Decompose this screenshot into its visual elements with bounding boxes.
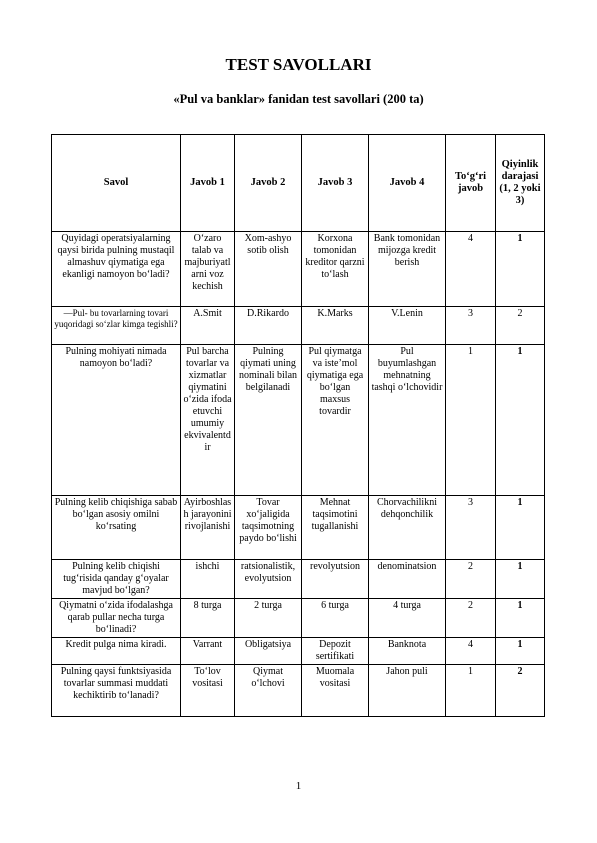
answer-4-cell: 4 turga: [369, 599, 446, 638]
question-cell: Kredit pulga nima kiradi.: [52, 638, 181, 665]
table-row: [52, 599, 545, 638]
answer-1-cell: To‘lov vositasi: [181, 665, 235, 717]
answer-1-cell: Ayirboshlash jarayonini rivojlanishi: [181, 496, 235, 560]
document-subtitle: «Pul va banklar» fanidan test savollari (200 ta): [173, 92, 424, 106]
table-row: [52, 307, 545, 345]
answer-2-cell: ratsionalistik, evolyutsion: [235, 560, 302, 599]
question-cell: Qiymatni o‘zida ifodalashga qarab pullar necha turga bo‘linadi?: [52, 599, 181, 638]
answer-1-cell: O‘zaro talab va majburiyatlarni voz kechish: [181, 232, 235, 307]
correct-answer-cell: 2: [446, 599, 496, 638]
answer-2-cell: Pulning qiymati uning nominali bilan belgilanadi: [235, 345, 302, 496]
answer-4-cell: Bank tomonidan mijozga kredit berish: [369, 232, 446, 307]
question-cell: Pulning qaysi funktsiyasida tovarlar summasi muddati kechiktirib to‘lanadi?: [52, 665, 181, 717]
table-row: [52, 345, 545, 496]
difficulty-cell: 1: [496, 638, 545, 665]
answer-2-cell: 2 turga: [235, 599, 302, 638]
answer-2-cell: Obligatsiya: [235, 638, 302, 665]
table-row: [52, 665, 545, 717]
answer-1-cell: 8 turga: [181, 599, 235, 638]
correct-answer-cell: 3: [446, 307, 496, 345]
answer-4-cell: denominatsion: [369, 560, 446, 599]
answer-3-cell: Mehnat taqsimotini tugallanishi: [302, 496, 369, 560]
answer-3-cell: K.Marks: [302, 307, 369, 345]
answer-1-cell: Varrant: [181, 638, 235, 665]
answer-3-cell: 6 turga: [302, 599, 369, 638]
answer-1-cell: ishchi: [181, 560, 235, 599]
correct-answer-cell: 3: [446, 496, 496, 560]
answer-4-cell: V.Lenin: [369, 307, 446, 345]
answer-3-cell: revolyutsion: [302, 560, 369, 599]
header-javob-4: Javob 4: [369, 135, 446, 232]
difficulty-cell: 1: [496, 232, 545, 307]
header-difficulty: Qiyinlik darajasi (1, 2 yoki 3): [496, 135, 545, 232]
difficulty-cell: 1: [496, 496, 545, 560]
answer-2-cell: Xom-ashyo sotib olish: [235, 232, 302, 307]
table-header-row: [52, 135, 545, 232]
header-javob-3: Javob 3: [302, 135, 369, 232]
difficulty-cell: 1: [496, 345, 545, 496]
difficulty-cell: 2: [496, 665, 545, 717]
questions-table: [51, 134, 545, 717]
table-row: [52, 232, 545, 307]
answer-3-cell: Pul qiymatga va iste’mol qiymatiga ega bo‘lgan maxsus tovardir: [302, 345, 369, 496]
table-row: [52, 638, 545, 665]
difficulty-cell: 1: [496, 599, 545, 638]
correct-answer-cell: 4: [446, 638, 496, 665]
answer-4-cell: Jahon puli: [369, 665, 446, 717]
question-cell: Pulning kelib chiqishi tug‘risida qanday g‘oyalar mavjud bo‘lgan?: [52, 560, 181, 599]
table-row: [52, 496, 545, 560]
answer-1-cell: A.Smit: [181, 307, 235, 345]
answer-4-cell: Banknota: [369, 638, 446, 665]
correct-answer-cell: 1: [446, 345, 496, 496]
header-correct-answer: To‘g‘ri javob: [446, 135, 496, 232]
question-cell: Pulning kelib chiqishiga sabab bo‘lgan asosiy omilni ko‘rsating: [52, 496, 181, 560]
answer-2-cell: D.Rikardo: [235, 307, 302, 345]
answer-4-cell: Chorvachilikni dehqonchilik: [369, 496, 446, 560]
difficulty-cell: 2: [496, 307, 545, 345]
page-number: 1: [295, 780, 302, 792]
answer-2-cell: Tovar xo‘jaligida taqsimotning paydo bo‘lishi: [235, 496, 302, 560]
header-savol: Savol: [52, 135, 181, 232]
document-title: TEST SAVOLLARI: [225, 55, 372, 74]
correct-answer-cell: 1: [446, 665, 496, 717]
answer-3-cell: Muomala vositasi: [302, 665, 369, 717]
table-row: [52, 560, 545, 599]
question-cell: Pulning mohiyati nimada namoyon bo‘ladi?: [52, 345, 181, 496]
header-javob-1: Javob 1: [181, 135, 235, 232]
answer-2-cell: Qiymat o‘lchovi: [235, 665, 302, 717]
difficulty-cell: 1: [496, 560, 545, 599]
question-cell: —Pul- bu tovarlarning tovari yuqoridagi so‘zlar kimga tegishli?: [52, 307, 181, 345]
question-cell: Quyidagi operatsiyalarning qaysi birida pulning mustaqil almashuv qiymatiga ega ekanligi namoyon bo‘ladi?: [52, 232, 181, 307]
correct-answer-cell: 2: [446, 560, 496, 599]
answer-4-cell: Pul buyumlashgan mehnatning tashqi o‘lchovidir: [369, 345, 446, 496]
answer-1-cell: Pul barcha tovarlar va xizmatlar qiymatini o‘zida ifoda etuvchi umumiy ekvivalentdir: [181, 345, 235, 496]
answer-3-cell: Depozit sertifikati: [302, 638, 369, 665]
header-javob-2: Javob 2: [235, 135, 302, 232]
correct-answer-cell: 4: [446, 232, 496, 307]
answer-3-cell: Korxona tomonidan kreditor qarzni to‘lash: [302, 232, 369, 307]
